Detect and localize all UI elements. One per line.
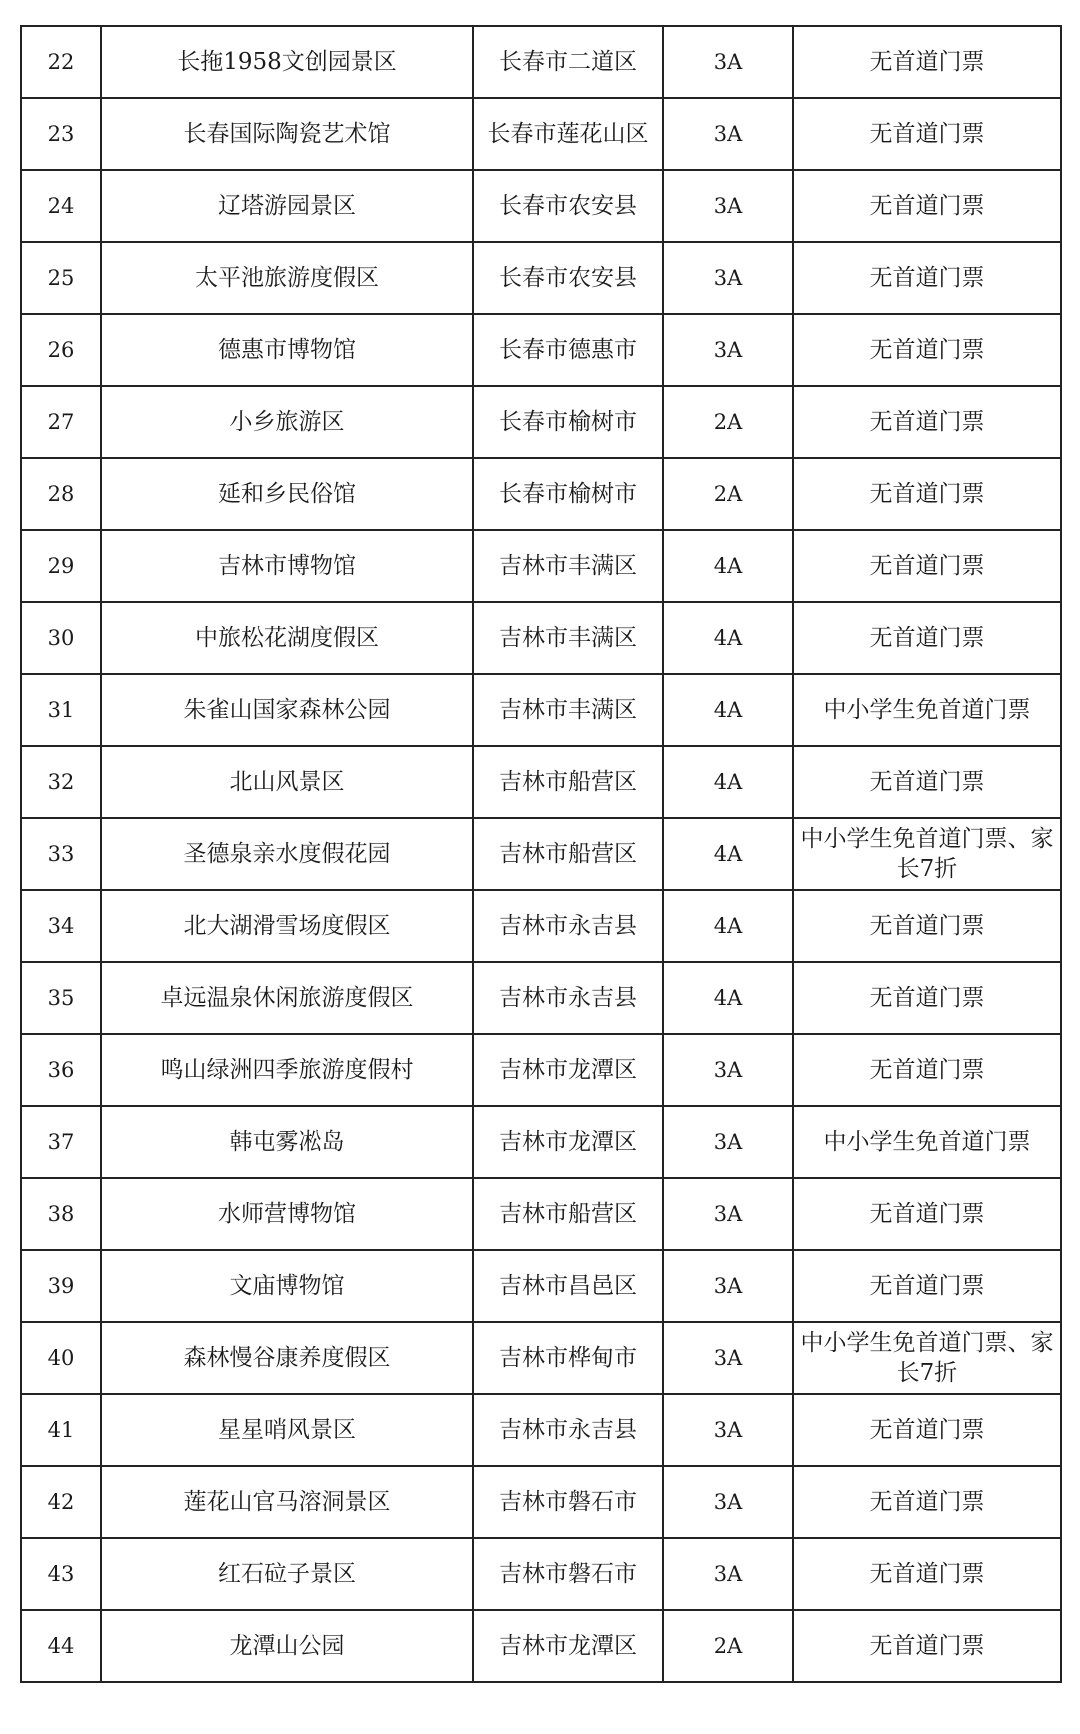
table-row: [21, 674, 1061, 746]
row-number: 39: [21, 1250, 101, 1322]
rating-level: 3A: [663, 170, 793, 242]
table-row: [21, 1178, 1061, 1250]
scenic-spot-name: 圣德泉亲水度假花园: [101, 818, 473, 890]
table-row: [21, 1394, 1061, 1466]
scenic-spot-name: 辽塔游园景区: [101, 170, 473, 242]
row-number: 38: [21, 1178, 101, 1250]
scenic-spot-name: 吉林市博物馆: [101, 530, 473, 602]
ticket-policy: 中小学生免首道门票: [793, 1106, 1061, 1178]
scenic-spot-name: 卓远温泉休闲旅游度假区: [101, 962, 473, 1034]
rating-level: 3A: [663, 1394, 793, 1466]
table-row: [21, 1034, 1061, 1106]
rating-level: 3A: [663, 1322, 793, 1394]
location: 长春市榆树市: [473, 386, 663, 458]
table-row: [21, 746, 1061, 818]
location: 长春市二道区: [473, 26, 663, 98]
table-row: [21, 386, 1061, 458]
scenic-spot-name: 北山风景区: [101, 746, 473, 818]
rating-level: 4A: [663, 674, 793, 746]
location: 吉林市永吉县: [473, 962, 663, 1034]
row-number: 36: [21, 1034, 101, 1106]
location: 吉林市永吉县: [473, 890, 663, 962]
table-row: [21, 1538, 1061, 1610]
rating-level: 4A: [663, 746, 793, 818]
location: 吉林市永吉县: [473, 1394, 663, 1466]
ticket-policy: 无首道门票: [793, 962, 1061, 1034]
rating-level: 3A: [663, 1106, 793, 1178]
rating-level: 3A: [663, 1538, 793, 1610]
table-row: [21, 314, 1061, 386]
location: 长春市莲花山区: [473, 98, 663, 170]
row-number: 26: [21, 314, 101, 386]
row-number: 28: [21, 458, 101, 530]
ticket-policy: 无首道门票: [793, 602, 1061, 674]
rating-level: 4A: [663, 530, 793, 602]
scenic-spot-name: 龙潭山公园: [101, 1610, 473, 1682]
location: 长春市农安县: [473, 170, 663, 242]
ticket-policy: 无首道门票: [793, 26, 1061, 98]
table-row: [21, 1322, 1061, 1394]
table-row: [21, 602, 1061, 674]
scenic-spot-name: 莲花山官马溶洞景区: [101, 1466, 473, 1538]
scenic-spot-name: 森林慢谷康养度假区: [101, 1322, 473, 1394]
rating-level: 3A: [663, 1034, 793, 1106]
row-number: 44: [21, 1610, 101, 1682]
table-row: [21, 962, 1061, 1034]
rating-level: 4A: [663, 602, 793, 674]
ticket-policy: 无首道门票: [793, 170, 1061, 242]
ticket-policy: 无首道门票: [793, 98, 1061, 170]
row-number: 24: [21, 170, 101, 242]
location: 长春市农安县: [473, 242, 663, 314]
row-number: 30: [21, 602, 101, 674]
ticket-policy: 无首道门票: [793, 314, 1061, 386]
location: 吉林市丰满区: [473, 602, 663, 674]
rating-level: 3A: [663, 26, 793, 98]
scenic-spot-name: 延和乡民俗馆: [101, 458, 473, 530]
table-row: [21, 1466, 1061, 1538]
ticket-policy: 无首道门票: [793, 242, 1061, 314]
location: 吉林市船营区: [473, 746, 663, 818]
location: 吉林市船营区: [473, 818, 663, 890]
row-number: 32: [21, 746, 101, 818]
row-number: 35: [21, 962, 101, 1034]
scenic-spot-name: 韩屯雾凇岛: [101, 1106, 473, 1178]
row-number: 40: [21, 1322, 101, 1394]
rating-level: 3A: [663, 242, 793, 314]
ticket-policy: 无首道门票: [793, 1250, 1061, 1322]
ticket-policy: 无首道门票: [793, 1394, 1061, 1466]
scenic-spot-name: 星星哨风景区: [101, 1394, 473, 1466]
location: 吉林市龙潭区: [473, 1106, 663, 1178]
table-row: [21, 242, 1061, 314]
rating-level: 3A: [663, 98, 793, 170]
scenic-spot-name: 中旅松花湖度假区: [101, 602, 473, 674]
row-number: 27: [21, 386, 101, 458]
location: 吉林市龙潭区: [473, 1610, 663, 1682]
table-row: [21, 170, 1061, 242]
location: 吉林市丰满区: [473, 674, 663, 746]
location: 吉林市丰满区: [473, 530, 663, 602]
row-number: 33: [21, 818, 101, 890]
table-row: [21, 1106, 1061, 1178]
row-number: 43: [21, 1538, 101, 1610]
ticket-policy: 无首道门票: [793, 1466, 1061, 1538]
scenic-spot-name: 朱雀山国家森林公园: [101, 674, 473, 746]
rating-level: 3A: [663, 1250, 793, 1322]
table-row: [21, 458, 1061, 530]
table-row: [21, 98, 1061, 170]
ticket-policy: 无首道门票: [793, 1034, 1061, 1106]
location: 长春市榆树市: [473, 458, 663, 530]
rating-level: 4A: [663, 962, 793, 1034]
ticket-policy: 无首道门票: [793, 890, 1061, 962]
rating-level: 4A: [663, 890, 793, 962]
rating-level: 4A: [663, 818, 793, 890]
rating-level: 3A: [663, 1178, 793, 1250]
ticket-policy: 无首道门票: [793, 1610, 1061, 1682]
location: 吉林市龙潭区: [473, 1034, 663, 1106]
scenic-spot-name: 小乡旅游区: [101, 386, 473, 458]
location: 吉林市桦甸市: [473, 1322, 663, 1394]
table-row: [21, 1250, 1061, 1322]
ticket-policy: 无首道门票: [793, 1178, 1061, 1250]
ticket-policy: 无首道门票: [793, 386, 1061, 458]
row-number: 34: [21, 890, 101, 962]
row-number: 23: [21, 98, 101, 170]
rating-level: 3A: [663, 314, 793, 386]
rating-level: 3A: [663, 1466, 793, 1538]
location: 吉林市磐石市: [473, 1538, 663, 1610]
table-row: [21, 1610, 1061, 1682]
row-number: 41: [21, 1394, 101, 1466]
ticket-policy: 中小学生免首道门票: [793, 674, 1061, 746]
table-row: [21, 530, 1061, 602]
row-number: 37: [21, 1106, 101, 1178]
scenic-spot-name: 北大湖滑雪场度假区: [101, 890, 473, 962]
scenic-spot-name: 红石砬子景区: [101, 1538, 473, 1610]
scenic-spot-name: 长拖1958文创园景区: [101, 26, 473, 98]
location: 吉林市磐石市: [473, 1466, 663, 1538]
location: 吉林市昌邑区: [473, 1250, 663, 1322]
scenic-spot-name: 水师营博物馆: [101, 1178, 473, 1250]
row-number: 25: [21, 242, 101, 314]
row-number: 22: [21, 26, 101, 98]
row-number: 29: [21, 530, 101, 602]
scenic-spot-name: 太平池旅游度假区: [101, 242, 473, 314]
table-row: [21, 26, 1061, 98]
rating-level: 2A: [663, 458, 793, 530]
table-row: [21, 890, 1061, 962]
scenic-spot-name: 鸣山绿洲四季旅游度假村: [101, 1034, 473, 1106]
rating-level: 2A: [663, 386, 793, 458]
ticket-policy: 中小学生免首道门票、家长7折: [793, 1322, 1061, 1394]
ticket-policy: 无首道门票: [793, 458, 1061, 530]
ticket-policy: 中小学生免首道门票、家长7折: [793, 818, 1061, 890]
location: 吉林市船营区: [473, 1178, 663, 1250]
table-row: [21, 818, 1061, 890]
scenic-spot-name: 文庙博物馆: [101, 1250, 473, 1322]
ticket-policy: 无首道门票: [793, 530, 1061, 602]
table-body: [21, 26, 1061, 1682]
rating-level: 2A: [663, 1610, 793, 1682]
ticket-policy: 无首道门票: [793, 746, 1061, 818]
row-number: 42: [21, 1466, 101, 1538]
location: 长春市德惠市: [473, 314, 663, 386]
ticket-policy: 无首道门票: [793, 1538, 1061, 1610]
row-number: 31: [21, 674, 101, 746]
scenic-spots-table: [20, 25, 1062, 1683]
scenic-spot-name: 长春国际陶瓷艺术馆: [101, 98, 473, 170]
scenic-spot-name: 德惠市博物馆: [101, 314, 473, 386]
